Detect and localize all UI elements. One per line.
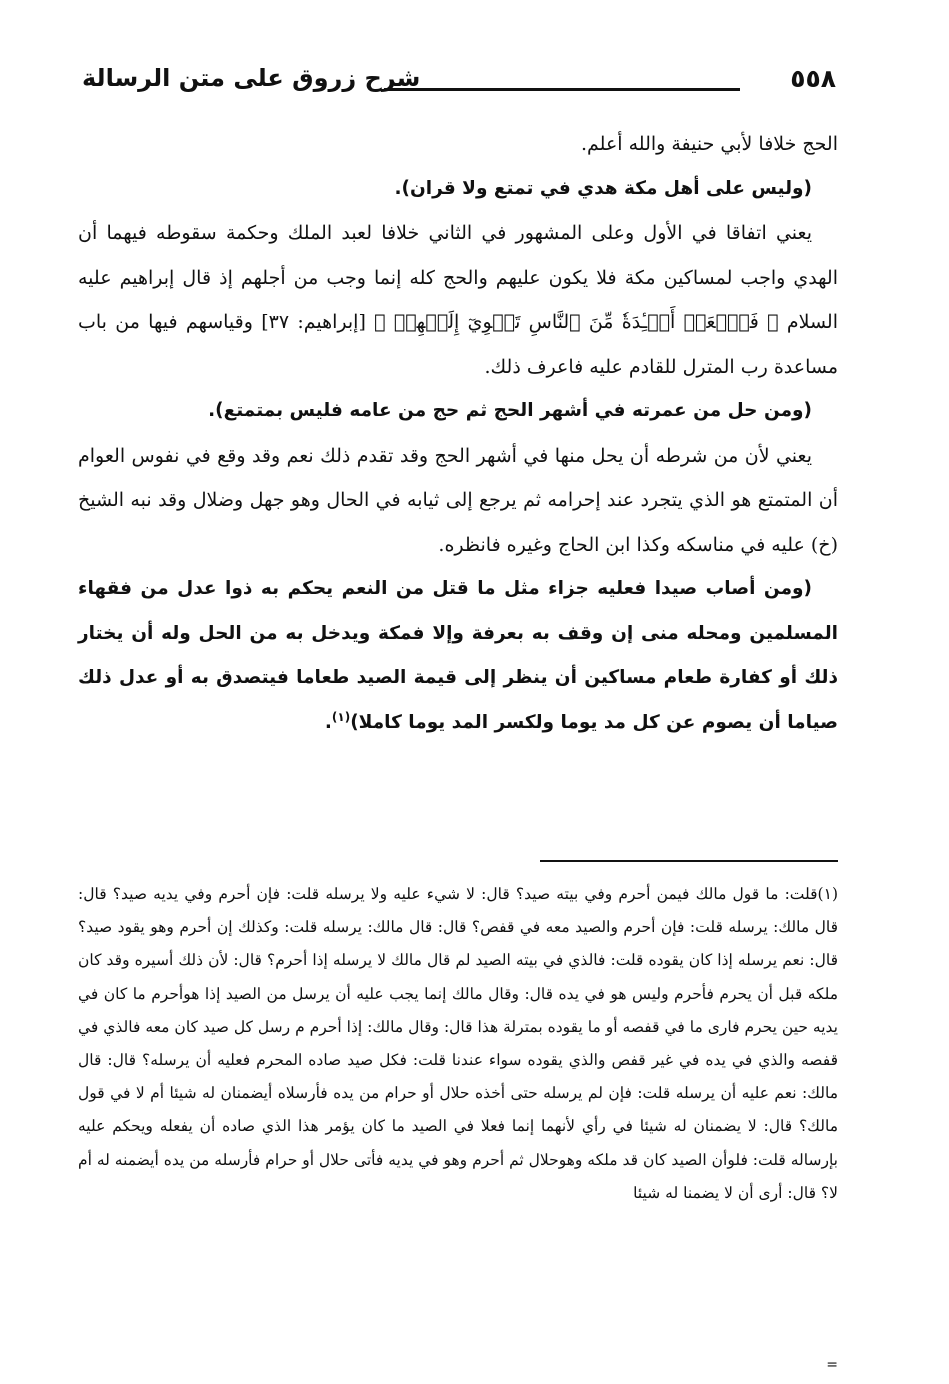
page-number: ٥٥٨ (790, 64, 836, 93)
commentary-paragraph-1 (78, 211, 838, 389)
matn-text: (ومن أصاب صيدا فعليه جزاء مثل ما قتل من النعم يحكم به ذوا عدل من فقهاء المسلمين ومحله منى إن وقف به بعرفة وإلا فمكة ويدخل به من الحل وله أن يختار ذلك أو كفارة طعام مساكين أن ينظر إلى قيمة الصيد طعاما فيتصدق به أو عدل ذلك صياما أن يصوم عن كل مد يوما ولكسر المد يوما كاملا) (78, 578, 838, 733)
continuation-mark: = (826, 1357, 838, 1373)
matn-paragraph-3 (78, 567, 838, 745)
matn-period: . (324, 711, 332, 733)
page-header (78, 62, 838, 102)
paragraph-continuation: الحج خلافا لأبي حنيفة والله أعلم. (580, 133, 838, 155)
footnote-marker: (١) (331, 709, 351, 724)
footnote-separator (540, 860, 838, 862)
footnote: (١)قلت: ما قول مالك فيمن أحرم وفي بيته صيد؟ قال: لا شيء عليه ولا يرسله قلت: فإن أحرم وفي يديه صيد؟ قال: قال مالك: يرسله قلت: فإن أحرم والصيد معه في قفص؟ قال: قال مالك: يرسله قلت: وكذلك إن أحرم وهو يقود صيد؟ قال: نعم يرسله إذا كان يقوده قلت: فالذي في بيته الصيد لم قال مالك لا يرسله إذا أحرم؟ قال: لأن ذلك أسيره وقد كان ملكه قبل أن يحرم فأحرم وليس هو في يده قال: وقال مالك إنما يجب عليه أن يرسل من الصيد إذا هوأحرم ما كان في يديه حين يحرم فارى ما في قفصه أو ما يقوده بمترلة هذا قال: وقال مالك: إذا أحرم م رسل كل صيد كان معه فالذي في قفصه والذي في يده في غير قفص والذي يقوده سواء عندنا قلت: فكل صيد صاده المحرم فعليه أن يرسله؟ قال: قال مالك: نعم عليه أن يرسله قلت: فإن لم يرسله حتى أخذه حلال أو حرام من يده فأرسلاه أيضمنان له شيئا أم لا في قول مالك؟ قال: لا يضمنان له شيئا في رأي لأنهما إنما فعلا في الصيد ما كان يؤمر هذا الذي صاده أن يفعله ويحكم عليه بإرساله قلت: فلوأن الصيد كان قد ملكه وهوحلال ثم أحرم وهو في يديه فأتى حلال أو حرام فأرسله من يده أيضمنه له أم لا؟ قال: أرى أن لا يضمنا له شيئا (78, 885, 838, 1202)
commentary-text-end: [إبراهيم: ٣٧] وقياسهم فيها من باب مساعدة رب المترل للقادم عليه فاعرف ذلك. (78, 311, 838, 378)
commentary-paragraph-2: يعني لأن من شرطه أن يحل منها في أشهر الحج وقد تقدم ذلك نعم وقد وقع في نفوس العوام أن المتمتع هو الذي يتجرد عند إحرامه ثم يرجع إلى ثيابه في الحال وهو جهل وضلال وقد نبه الشيخ (خ) عليه في مناسكه وكذا ابن الحاج وغيره فانظره. (78, 444, 838, 556)
main-text (78, 122, 838, 745)
running-title: شرح زروق على متن الرسالة (82, 64, 421, 92)
matn-line-1: (وليس على أهل مكة هدي في تمتع ولا قران). (394, 177, 812, 199)
matn-line-2: (ومن حل من عمرته في أشهر الحج ثم حج من عامه فليس بمتمتع). (208, 400, 812, 421)
header-rule (384, 88, 740, 91)
book-page (78, 40, 838, 1373)
commentary-text: يعني اتفاقا في الأول وعلى المشهور في الثاني خلافا لعبد الملك وحكمة سقوطه فيهما أن الهدي واجب لمساكين مكة فلا يكون عليهم والحج كله إنما وجب من أجلهم إذ قال إبراهيم عليه السلام (78, 222, 838, 333)
quran-quote: ﴿ فَٱجۡعَلۡ أَفۡـِٔدَةٗ مِّنَ ٱلنَّاسِ تَهۡوِيٓ إِلَيۡهِمۡ ﴾ (374, 311, 779, 333)
